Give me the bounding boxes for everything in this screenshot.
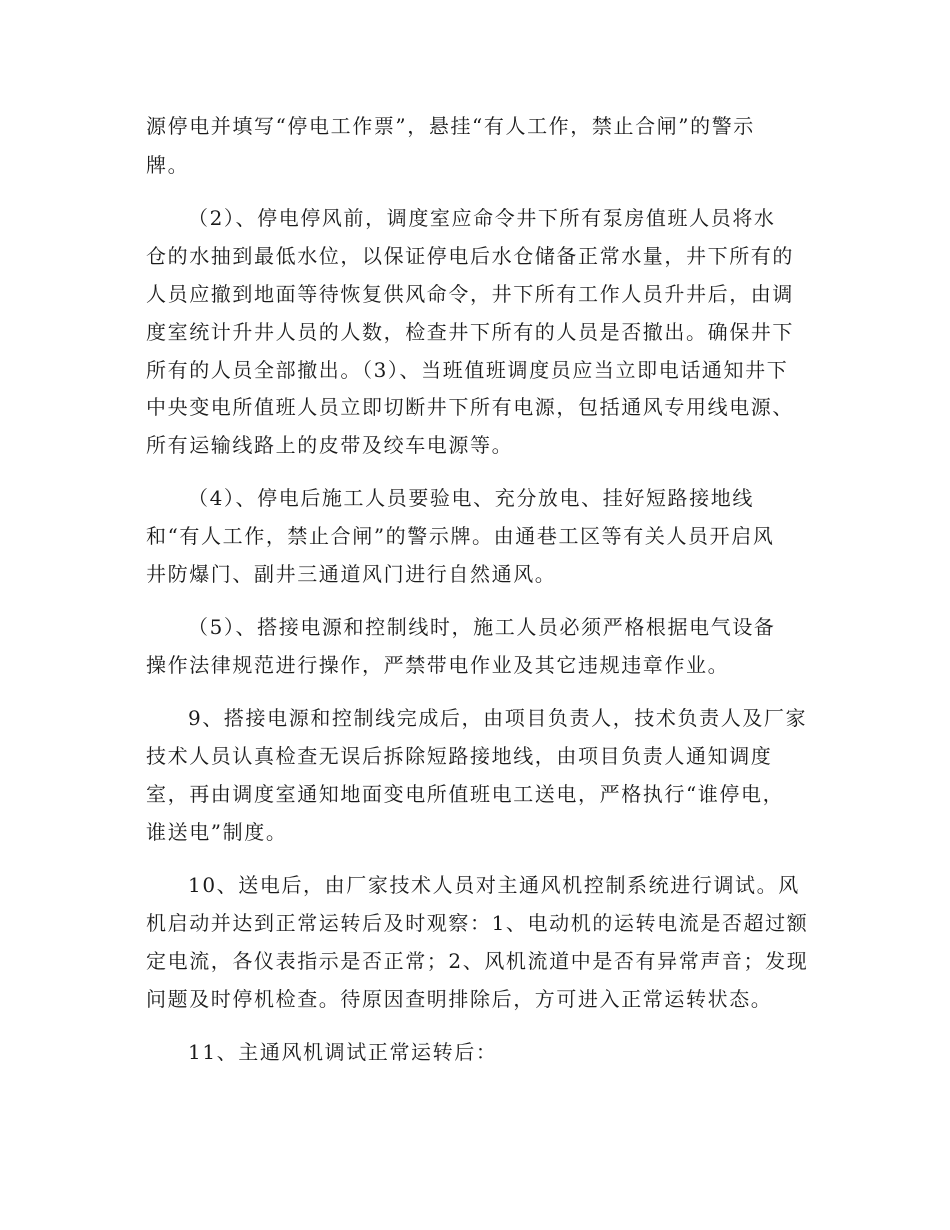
text-line: 牌。 <box>146 153 190 177</box>
text-line: （5）、搭接电源和控制线时，施工人员必须严格根据电气设备 <box>188 615 776 639</box>
text-line: 9、搭接电源和控制线完成后，由项目负责人，技术负责人及厂家 <box>188 706 808 730</box>
text-line: 定电流，各仪表指示是否正常；2、风机流道中是否有异常声音；发现 <box>146 949 809 973</box>
text-line: （2）、停电停风前，调度室应命令井下所有泵房值班人员将水 <box>188 206 776 230</box>
text-line: 井防爆门、副井三通道风门进行自然通风。 <box>146 562 557 586</box>
text-line: 中央变电所值班人员立即切断井下所有电源，包括通风专用线电源、 <box>146 395 794 419</box>
text-line: （4）、停电后施工人员要验电、充分放电、挂好短路接地线 <box>188 486 754 510</box>
text-line: 所有运输线路上的皮带及绞车电源等。 <box>146 433 514 457</box>
text-line: 问题及时停机检查。待原因查明排除后，方可进入正常运转状态。 <box>146 987 773 1011</box>
text-line: 机启动并达到正常运转后及时观察：1、电动机的运转电流是否超过额 <box>146 911 809 935</box>
text-line: 10、送电后，由厂家技术人员对主通风机控制系统进行调试。风 <box>188 873 800 897</box>
text-line: 仓的水抽到最低水位，以保证停电后水仓储备正常水量，井下所有的 <box>146 244 794 268</box>
text-line: 操作法律规范进行操作，严禁带电作业及其它违规违章作业。 <box>146 653 730 677</box>
text-line: 所有的人员全部撤出。（3）、当班值班调度员应当立即电话通知井下 <box>146 358 789 382</box>
text-line: 源停电并填写“停电工作票”，悬挂“有人工作，禁止合闸”的警示 <box>146 114 755 138</box>
text-line: 和“有人工作，禁止合闸”的警示牌。由通巷工区等有关人员开启风 <box>146 524 775 548</box>
text-line: 谁送电”制度。 <box>146 820 288 844</box>
text-line: 室，再由调度室通知地面变电所值班电工送电，严格执行“谁停电， <box>146 782 785 806</box>
text-line: 度室统计升井人员的人数，检查井下所有的人员是否撤出。确保井下 <box>146 320 794 344</box>
text-line: 人员应撤到地面等待恢复供风命令，井下所有工作人员升井后，由调 <box>146 282 794 306</box>
text-line: 技术人员认真检查无误后拆除短路接地线，由项目负责人通知调度 <box>146 744 773 768</box>
text-line: 11、主通风机调试正常运转后： <box>188 1040 498 1064</box>
